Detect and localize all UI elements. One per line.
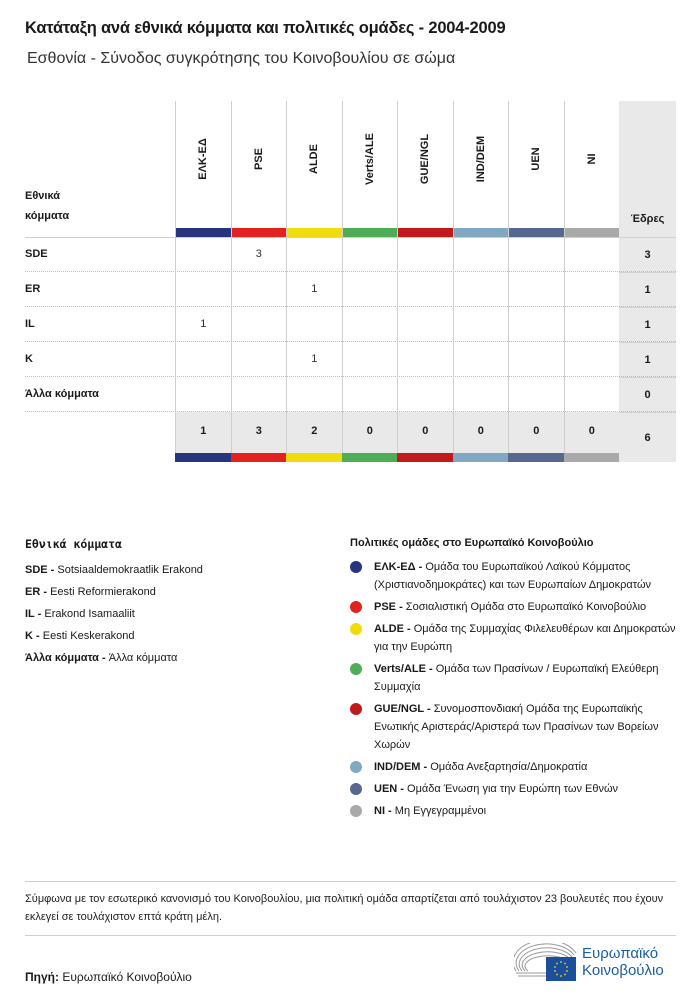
group-column-label: Verts/ALE [363, 133, 376, 185]
legend-item [350, 558, 680, 594]
table-row [25, 307, 676, 342]
table-row [25, 377, 676, 412]
group-abbreviation: UEN [374, 783, 398, 795]
party-abbreviation: IL [25, 608, 35, 620]
legend-title: Εθνικά κόμματα [25, 537, 122, 551]
seats-header: Έδρες [630, 213, 665, 225]
total-cell: 3 [231, 412, 287, 453]
total-cell: 0 [508, 412, 564, 453]
table-cell [453, 272, 509, 307]
separator: - [385, 805, 395, 817]
group-name: Συνομοσπονδιακή Ομάδα της Ευρωπαϊκής Ενωτικής Αριστεράς/Αριστερά των Πρασίνων των Βορείων Χωρών [374, 703, 659, 751]
group-column-label: GUE/NGL [419, 133, 432, 185]
page-subtitle: Εσθονία - Σύνοδος συγκρότησης του Κοινοβουλίου σε σώμα [27, 50, 456, 67]
group-abbreviation: IND/DEM [374, 761, 421, 773]
group-color-bar [454, 228, 509, 237]
page-title: Κατάταξη ανά εθνικά κόμματα και πολιτικές ομάδες - 2004-2009 [25, 19, 506, 37]
group-color-bar [564, 453, 620, 462]
table-cell [342, 377, 398, 412]
group-column-header [508, 101, 564, 237]
seats-cell: 3 [619, 237, 676, 272]
group-column-header [453, 101, 509, 237]
seats-cell: 0 [619, 377, 676, 412]
group-name: Ομάδα Ανεξαρτησία/Δημοκρατία [430, 761, 588, 773]
group-color-bar [398, 228, 453, 237]
legend-item [350, 598, 680, 616]
party-name: Sotsiaaldemokraatlik Erakond [57, 564, 203, 576]
group-column-label: NI [585, 153, 598, 165]
table-cell [397, 342, 453, 377]
table-cell: 1 [175, 307, 231, 342]
group-color-dot-icon [350, 783, 362, 795]
totals-row [175, 412, 619, 462]
table-cell [508, 342, 564, 377]
separator: - [32, 630, 43, 642]
group-name: Σοσιαλιστική Ομάδα στο Ευρωπαϊκό Κοινοβούλιο [405, 601, 647, 613]
table-row [25, 342, 676, 377]
group-color-bar [453, 453, 509, 462]
table-cell [342, 342, 398, 377]
table-row [25, 272, 676, 307]
group-column-label: PSE [252, 147, 265, 171]
group-column-header [342, 101, 398, 237]
table-cell: 1 [286, 272, 342, 307]
separator: - [34, 608, 45, 620]
legend-item [350, 802, 680, 820]
table-cell [231, 342, 287, 377]
source-value: Ευρωπαϊκό Κοινοβούλιο [62, 970, 192, 984]
table-cell [286, 377, 342, 412]
table-cell [231, 307, 287, 342]
group-column-header [231, 101, 287, 237]
party-abbreviation: K [25, 630, 33, 642]
separator: - [396, 601, 406, 613]
group-color-bar [565, 228, 620, 237]
legend-item [25, 647, 325, 669]
group-color-bar [231, 453, 287, 462]
separator: - [98, 652, 109, 664]
seats-cell: 1 [619, 342, 676, 377]
political-groups-legend [350, 537, 680, 824]
national-parties-legend [25, 537, 325, 669]
table-cell [342, 307, 398, 342]
group-column-label: ALDE [308, 144, 321, 174]
legend-item [25, 559, 325, 581]
table-cell [175, 342, 231, 377]
group-color-bar [232, 228, 287, 237]
total-cell: 0 [564, 412, 620, 453]
total-seats: 6 [619, 412, 676, 462]
legend-item [25, 603, 325, 625]
separator: - [415, 561, 426, 573]
group-abbreviation: GUE/NGL [374, 703, 424, 715]
logo-text: Ευρωπαϊκό Κοινοβούλιο [582, 945, 664, 979]
table-cell [453, 237, 509, 272]
total-cell: 1 [175, 412, 231, 453]
party-abbreviation: Άλλα κόμματα [25, 652, 99, 664]
source-label: Πηγή: [25, 970, 59, 984]
separator: - [47, 564, 58, 576]
seats-cell: 1 [619, 307, 676, 342]
group-name: Μη Εγγεγραμμένοι [394, 805, 487, 817]
group-column-header [397, 101, 453, 237]
total-cell: 2 [286, 412, 342, 453]
table-cell [397, 377, 453, 412]
legend-item [350, 660, 680, 696]
seat-distribution-table [25, 101, 676, 444]
legend-item [25, 581, 325, 603]
separator: - [403, 623, 414, 635]
legend-item [350, 620, 680, 656]
table-cell [564, 237, 620, 272]
table-cell [286, 307, 342, 342]
group-color-dot-icon [350, 561, 362, 573]
party-label: Άλλα κόμματα [25, 388, 99, 400]
table-cell [508, 377, 564, 412]
table-cell [564, 342, 620, 377]
table-cell [508, 272, 564, 307]
seats-cell: 1 [619, 272, 676, 307]
group-abbreviation: PSE [374, 601, 397, 613]
party-name: Eesti Reformierakond [50, 586, 156, 598]
table-cell [231, 272, 287, 307]
group-column-label: ΕΛΚ-ΕΔ [197, 138, 210, 180]
table-cell [175, 272, 231, 307]
group-column-header [286, 101, 342, 237]
group-color-bar [397, 453, 453, 462]
group-color-bar [508, 453, 564, 462]
party-name: Erakond Isamaaliit [44, 608, 135, 620]
group-color-dot-icon [350, 805, 362, 817]
table-cell: 3 [231, 237, 287, 272]
table-cell [453, 377, 509, 412]
footnote: Σύμφωνα με τον εσωτερικό κανονισμό του Κοινοβουλίου, μια πολιτική ομάδα απαρτίζεται από τουλάχιστον 23 βουλευτές που έχουν εκλεγεί σε τουλάχιστον επτά κράτη μέλη. [25, 893, 664, 923]
group-column-header [175, 101, 231, 237]
table-cell [564, 377, 620, 412]
group-column-header [564, 101, 620, 237]
party-abbreviation: ER [25, 586, 41, 598]
group-abbreviation: Verts/ALE [374, 663, 426, 675]
table-cell [564, 307, 620, 342]
group-name: Ομάδα των Πρασίνων / Ευρωπαϊκή Ελεύθερη Συμμαχία [374, 663, 659, 693]
group-color-bar [175, 453, 231, 462]
separator: - [425, 663, 436, 675]
table-cell [564, 272, 620, 307]
party-label: K [25, 353, 33, 365]
european-parliament-logo [514, 943, 679, 983]
table-cell [453, 307, 509, 342]
table-cell [397, 272, 453, 307]
group-color-bar [176, 228, 231, 237]
group-color-bar [342, 453, 398, 462]
legend-item [25, 625, 325, 647]
table-cell [175, 377, 231, 412]
total-cell: 0 [342, 412, 398, 453]
source-line [25, 970, 192, 984]
table-cell [508, 237, 564, 272]
table-row [25, 237, 676, 272]
group-color-dot-icon [350, 601, 362, 613]
legend-title: Πολιτικές ομάδες στο Ευρωπαϊκό Κοινοβούλιο [350, 537, 594, 549]
group-name: Ομάδα Ένωση για την Ευρώπη των Εθνών [407, 783, 619, 795]
group-color-bar [509, 228, 564, 237]
party-label: IL [25, 318, 35, 330]
table-cell [286, 237, 342, 272]
table-cell [175, 237, 231, 272]
divider [25, 881, 676, 882]
group-column-label: UEN [530, 147, 543, 171]
legend-item [350, 780, 680, 798]
separator: - [420, 761, 431, 773]
table-cell [397, 307, 453, 342]
group-name: Ομάδα της Συμμαχίας Φιλελευθέρων και Δημοκρατών για την Ευρώπη [374, 623, 676, 653]
parliament-hemicycle-icon [514, 943, 578, 983]
table-cell [397, 237, 453, 272]
group-color-bar [287, 228, 342, 237]
group-name: Ομάδα του Ευρωπαϊκού Λαϊκού Κόμματος (Χριστιανοδημοκράτες) και των Ευρωπαίων Δημοκρατών [374, 561, 652, 591]
row-header-label: Εθνικά κόμματα [25, 190, 70, 222]
group-column-label: IND/DEM [474, 135, 487, 183]
table-cell: 1 [286, 342, 342, 377]
table-cell [342, 272, 398, 307]
group-abbreviation: NI [374, 805, 385, 817]
party-name: Eesti Keskerakond [42, 630, 135, 642]
party-label: SDE [25, 248, 48, 260]
table-cell [231, 377, 287, 412]
legend-item [350, 700, 680, 754]
total-cell: 0 [397, 412, 453, 453]
table-cell [342, 237, 398, 272]
separator: - [423, 703, 434, 715]
group-color-bar [343, 228, 398, 237]
table-cell [453, 342, 509, 377]
group-color-dot-icon [350, 663, 362, 675]
separator: - [40, 586, 51, 598]
group-abbreviation: ΕΛΚ-ΕΔ [374, 561, 416, 573]
total-cell: 0 [453, 412, 509, 453]
separator: - [397, 783, 408, 795]
party-label: ER [25, 283, 41, 295]
group-color-bar [286, 453, 342, 462]
group-color-dot-icon [350, 703, 362, 715]
party-abbreviation: SDE [25, 564, 48, 576]
party-name: Άλλα κόμματα [108, 652, 178, 664]
group-color-dot-icon [350, 761, 362, 773]
table-cell [508, 307, 564, 342]
legend-item [350, 758, 680, 776]
group-abbreviation: ALDE [374, 623, 404, 635]
group-color-dot-icon [350, 623, 362, 635]
divider [25, 935, 676, 936]
